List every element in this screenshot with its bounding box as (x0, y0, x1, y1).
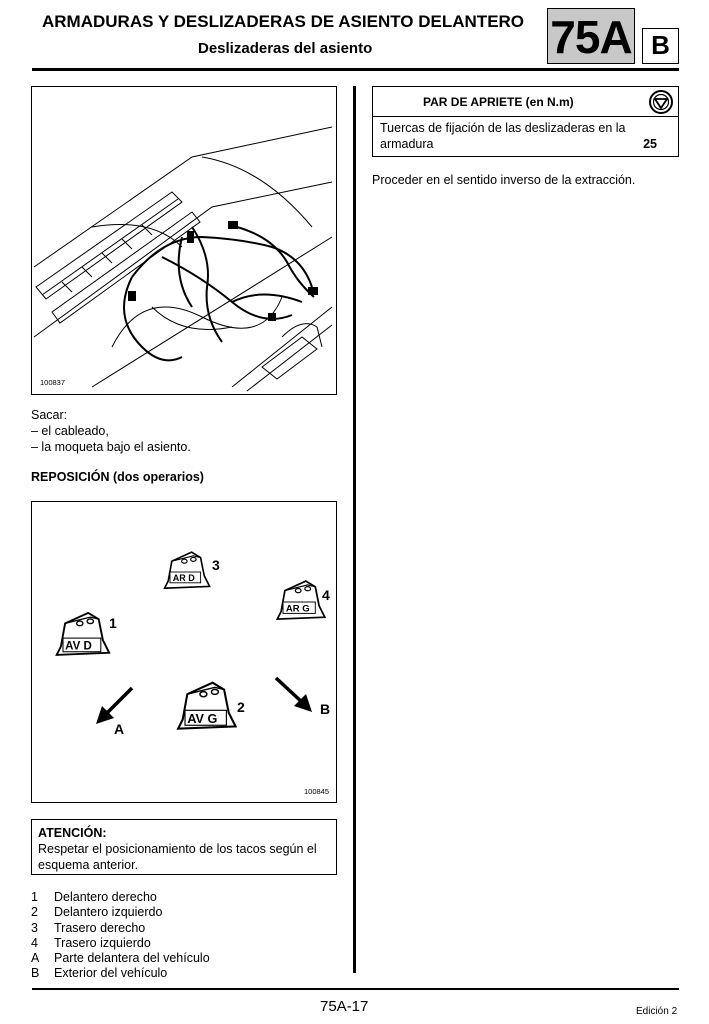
legend-text: Exterior del vehículo (54, 966, 168, 981)
removal-intro: Sacar: (31, 408, 68, 422)
legend-key: A (31, 951, 40, 966)
wiring-harness-illustration (32, 87, 336, 394)
arrow-label: B (320, 701, 331, 717)
legend-key: 4 (31, 935, 38, 950)
legend-list (31, 890, 210, 982)
legend-item (31, 966, 210, 981)
sub-code-badge: B (642, 28, 679, 64)
pad-label: AR D (172, 573, 195, 583)
pad-number: 3 (212, 557, 220, 573)
pad-4-rear-left (277, 581, 325, 619)
torque-heading: PAR DE APRIETE (en N.m) (423, 95, 574, 109)
pad-label: AV G (187, 711, 218, 726)
pad-3-rear-right (165, 552, 210, 588)
page-number: 75A-17 (320, 998, 369, 1015)
attention-text: esquema anterior. (38, 858, 139, 872)
figure-wiring-harness (31, 86, 337, 395)
legend-text: Trasero izquierdo (54, 935, 151, 950)
torque-item-label: Tuercas de fijación de las deslizaderas en la (380, 121, 626, 135)
legend-item (31, 921, 210, 936)
pad-2-front-left (178, 683, 236, 729)
torque-value: 25 (643, 137, 657, 151)
figure-ref-label: 100845 (304, 787, 330, 796)
figure-ref-label: 100837 (40, 378, 66, 387)
torque-wrench-icon (648, 90, 674, 114)
pad-label: AR G (285, 603, 310, 615)
legend-item (31, 890, 210, 905)
section-code-badge: 75A (547, 8, 635, 64)
legend-item (31, 936, 210, 951)
pad-number: 1 (109, 615, 117, 631)
legend-key: B (31, 966, 40, 981)
legend-text: Trasero derecho (54, 920, 146, 935)
refitting-heading: REPOSICIÓN (dos operarios) (31, 470, 204, 484)
legend-key: 1 (31, 890, 38, 904)
pad-label: AV D (65, 640, 92, 653)
torque-item-label: armadura (380, 137, 434, 151)
arrow-label: A (114, 721, 125, 737)
attention-text: Respetar el posicionamiento de los tacos según el (38, 842, 317, 856)
footer-rule (32, 988, 679, 990)
pad-1-front-right (57, 613, 109, 655)
attention-box (31, 819, 337, 875)
torque-table (372, 86, 679, 157)
page-title: ARMADURAS Y DESLIZADERAS DE ASIENTO DELANTERO (42, 12, 525, 31)
pad-positions-illustration (32, 502, 336, 802)
legend-text: Delantero derecho (54, 890, 157, 904)
page-subtitle: Deslizaderas del asiento (198, 40, 373, 57)
torque-header (373, 87, 678, 117)
attention-title: ATENCIÓN: (38, 826, 107, 840)
legend-text: Delantero izquierdo (54, 905, 163, 920)
header-rule (32, 68, 679, 71)
legend-text: Parte delantera del vehículo (54, 951, 210, 966)
legend-key: 2 (31, 905, 38, 920)
figure-pad-positions (31, 501, 337, 803)
legend-key: 3 (31, 920, 38, 935)
removal-item: – el cableado, (31, 424, 109, 438)
instruction-text: Proceder en el sentido inverso de la extracción. (372, 173, 636, 187)
column-separator (353, 86, 356, 973)
edition-label: Edición 2 (636, 1006, 678, 1017)
legend-item (31, 951, 210, 966)
pad-number: 2 (237, 699, 245, 715)
torque-row (373, 117, 678, 152)
removal-item: – la moqueta bajo el asiento. (31, 440, 191, 454)
pad-number: 4 (322, 587, 330, 603)
legend-item (31, 905, 210, 920)
arrow-b-icon (276, 678, 312, 712)
arrow-a-icon (96, 688, 132, 724)
